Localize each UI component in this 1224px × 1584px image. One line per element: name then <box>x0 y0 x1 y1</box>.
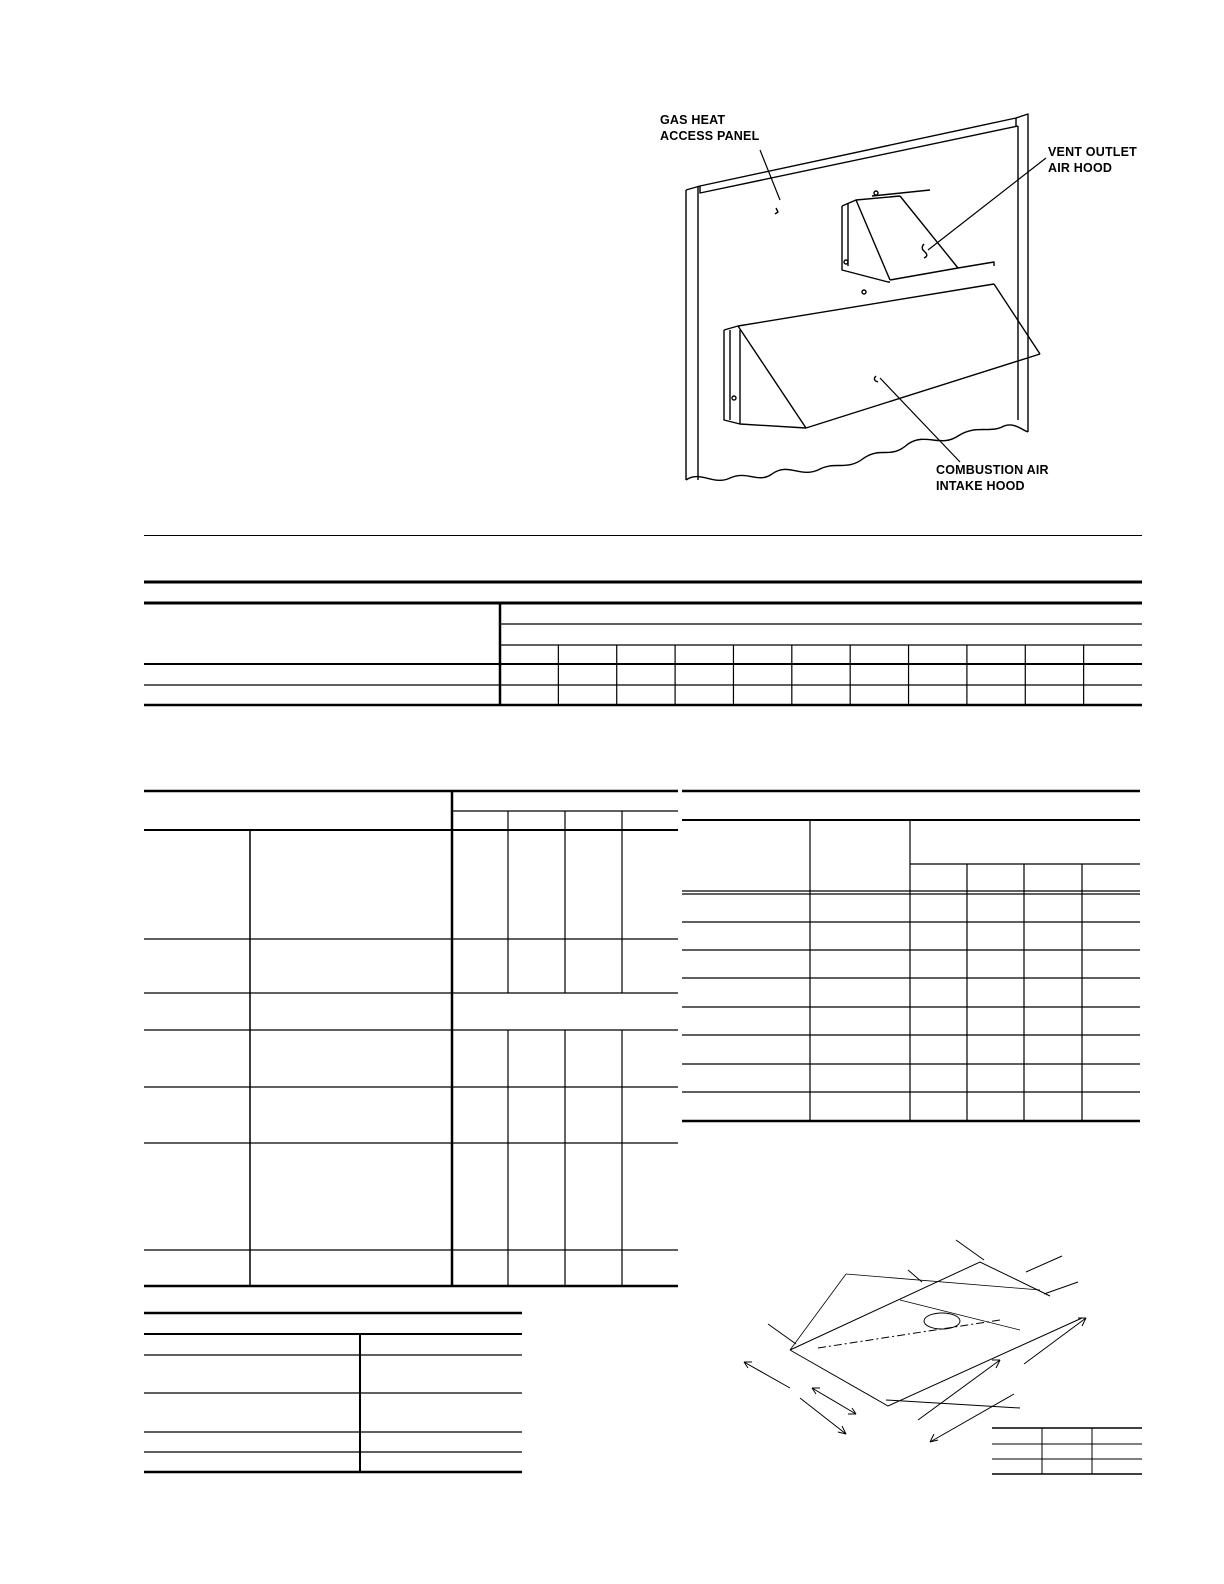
intake-hood-label-line2: INTAKE HOOD <box>936 479 1025 493</box>
intake-hood-label <box>936 462 1049 494</box>
gas-heat-label <box>660 112 759 144</box>
curb-diagram <box>0 1230 1224 1490</box>
access-panel-drawing <box>0 0 1224 520</box>
section-divider <box>144 535 1142 536</box>
intake-hood-label-line1: COMBUSTION AIR <box>936 463 1049 477</box>
gas-heat-label-line1: GAS HEAT <box>660 113 726 127</box>
vent-outlet-label-line2: AIR HOOD <box>1048 161 1113 175</box>
vent-outlet-label <box>1048 144 1137 176</box>
wide-table <box>0 575 1224 715</box>
gas-heat-label-line2: ACCESS PANEL <box>660 129 760 143</box>
vent-outlet-label-line1: VENT OUTLET <box>1048 145 1138 159</box>
right-table <box>0 785 1224 1135</box>
